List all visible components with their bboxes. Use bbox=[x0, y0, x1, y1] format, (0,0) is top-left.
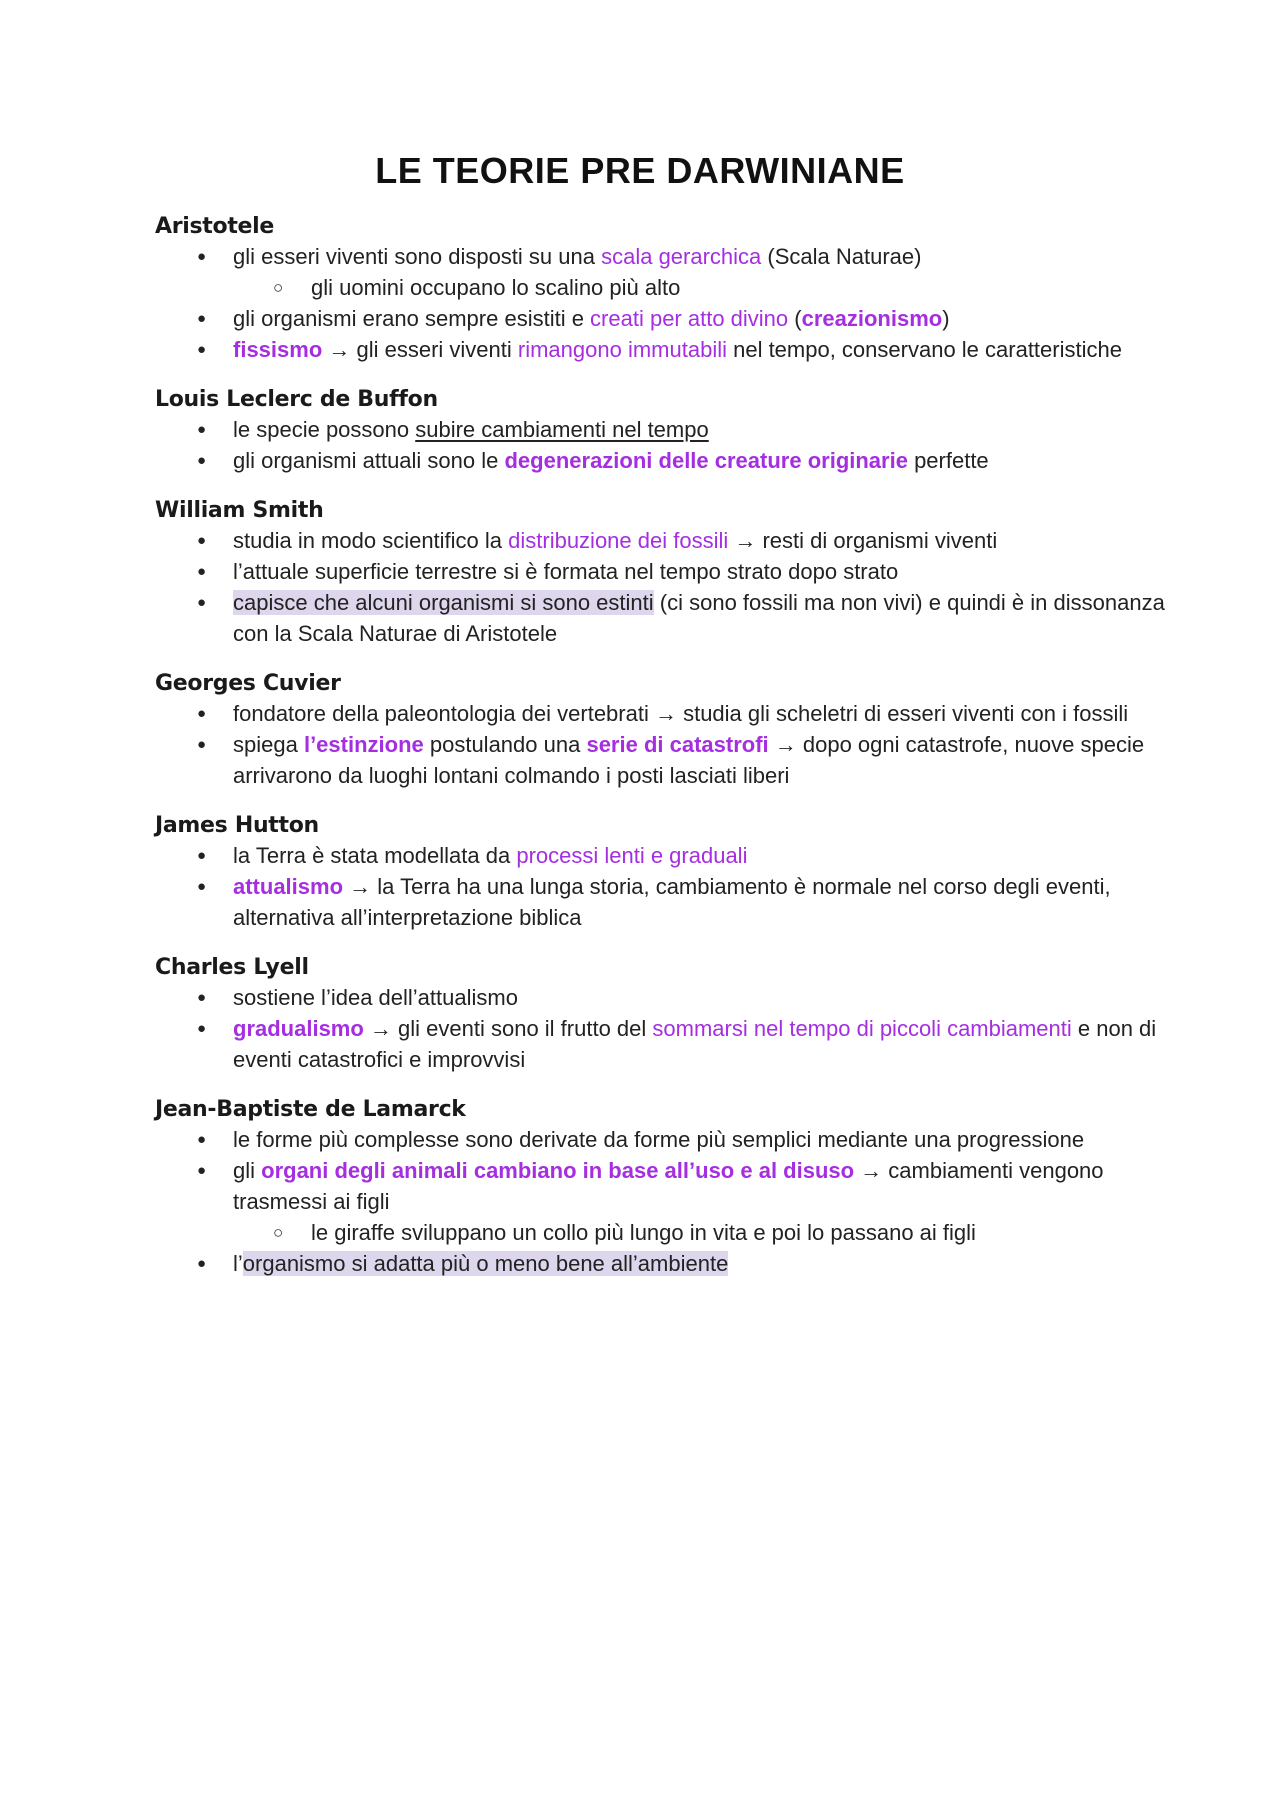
key-term: fissismo bbox=[233, 337, 323, 362]
section-hutton bbox=[155, 813, 1180, 933]
highlighted-term: rimangono immutabili bbox=[517, 337, 727, 362]
sub-list-item: ○ le giraffe sviluppano un collo più lungo in vita e poi lo passano ai figli bbox=[155, 1217, 1180, 1248]
section-heading: Aristotele bbox=[155, 214, 275, 239]
list-item: ● spiega l’estinzione postulando una serie di catastrofi → dopo ogni catastrofe, nuove specie arrivarono da luoghi lontani colmando i posti lasciati liberi bbox=[155, 729, 1180, 791]
list-item: ● le specie possono subire cambiamenti nel tempo bbox=[155, 414, 1180, 445]
key-term: gradualismo bbox=[233, 1016, 364, 1041]
list-item: ● fissismo → gli esseri viventi rimangono immutabili nel tempo, conservano le caratteristiche bbox=[155, 334, 1180, 365]
page-title: LE TEORIE PRE DARWINIANE bbox=[375, 150, 905, 191]
list-item: ● fondatore della paleontologia dei vertebrati → studia gli scheletri di esseri viventi con i fossili bbox=[155, 698, 1180, 729]
key-term: organi degli animali cambiano in base all’uso e al disuso bbox=[261, 1158, 855, 1183]
sub-list-item: ○ gli uomini occupano lo scalino più alto bbox=[155, 272, 1180, 303]
key-term: l’estinzione bbox=[303, 732, 424, 757]
section-cuvier bbox=[155, 671, 1180, 791]
bullet-list bbox=[155, 698, 1180, 791]
list-item: ● gli organi degli animali cambiano in base all’uso e al disuso → cambiamenti vengono trasmessi ai figli bbox=[155, 1155, 1180, 1217]
key-term: degenerazioni delle creature originarie bbox=[504, 448, 908, 473]
list-item: ● l’attuale superficie terrestre si è formata nel tempo strato dopo strato bbox=[155, 556, 1180, 587]
list-item: ● capisce che alcuni organismi si sono estinti (ci sono fossili ma non vivi) e quindi è in dissonanza con la Scala Naturae di Aristotele bbox=[155, 587, 1180, 649]
bullet-list bbox=[155, 840, 1180, 933]
bullet-list bbox=[155, 414, 1180, 476]
section-buffon bbox=[155, 387, 1180, 476]
highlighted-term: creati per atto divino bbox=[590, 306, 789, 331]
list-item: ● gli esseri viventi sono disposti su una scala gerarchica (Scala Naturae) bbox=[155, 241, 1180, 272]
section-heading: James Hutton bbox=[155, 813, 319, 838]
bullet-list bbox=[155, 982, 1180, 1075]
highlighted-term: sommarsi nel tempo di piccoli cambiamenti bbox=[652, 1016, 1072, 1041]
key-term: serie di catastrofi bbox=[586, 732, 769, 757]
section-heading: Jean-Baptiste de Lamarck bbox=[155, 1097, 466, 1122]
marked-text: capisce che alcuni organismi si sono estinti bbox=[233, 590, 654, 615]
underlined-text: subire cambiamenti nel tempo bbox=[415, 417, 709, 442]
highlighted-term: processi lenti e graduali bbox=[516, 843, 748, 868]
section-lamarck bbox=[155, 1097, 1180, 1279]
list-item: ● attualismo → la Terra ha una lunga storia, cambiamento è normale nel corso degli eventi, alternativa all’interpretazione biblica bbox=[155, 871, 1180, 933]
bullet-list bbox=[155, 1124, 1180, 1279]
section-heading: Charles Lyell bbox=[155, 955, 309, 980]
list-item: ● le forme più complesse sono derivate da forme più semplici mediante una progressione bbox=[155, 1124, 1180, 1155]
list-item: ● l’organismo si adatta più o meno bene all’ambiente bbox=[155, 1248, 1180, 1279]
section-smith bbox=[155, 498, 1180, 649]
marked-text: organismo si adatta più o meno bene all’ambiente bbox=[242, 1251, 729, 1276]
section-heading: Georges Cuvier bbox=[155, 671, 341, 696]
key-term: creazionismo bbox=[801, 306, 943, 331]
highlighted-term: distribuzione dei fossili bbox=[508, 528, 729, 553]
bullet-list bbox=[155, 241, 1180, 365]
list-item: ● gli organismi erano sempre esistiti e creati per atto divino (creazionismo) bbox=[155, 303, 1180, 334]
highlighted-term: scala gerarchica bbox=[601, 244, 762, 269]
section-lyell bbox=[155, 955, 1180, 1075]
list-item: ● studia in modo scientifico la distribuzione dei fossili → resti di organismi viventi bbox=[155, 525, 1180, 556]
section-heading: William Smith bbox=[155, 498, 324, 523]
section-heading: Louis Leclerc de Buffon bbox=[155, 387, 438, 412]
list-item: ● gli organismi attuali sono le degenerazioni delle creature originarie perfette bbox=[155, 445, 1180, 476]
list-item: ● gradualismo → gli eventi sono il frutto del sommarsi nel tempo di piccoli cambiamenti e non di eventi catastrofici e improvvisi bbox=[155, 1013, 1180, 1075]
bullet-list bbox=[155, 525, 1180, 649]
list-item: ● sostiene l’idea dell’attualismo bbox=[155, 982, 1180, 1013]
section-aristotele bbox=[155, 214, 1180, 365]
key-term: attualismo bbox=[233, 874, 344, 899]
list-item: ● la Terra è stata modellata da processi lenti e graduali bbox=[155, 840, 1180, 871]
